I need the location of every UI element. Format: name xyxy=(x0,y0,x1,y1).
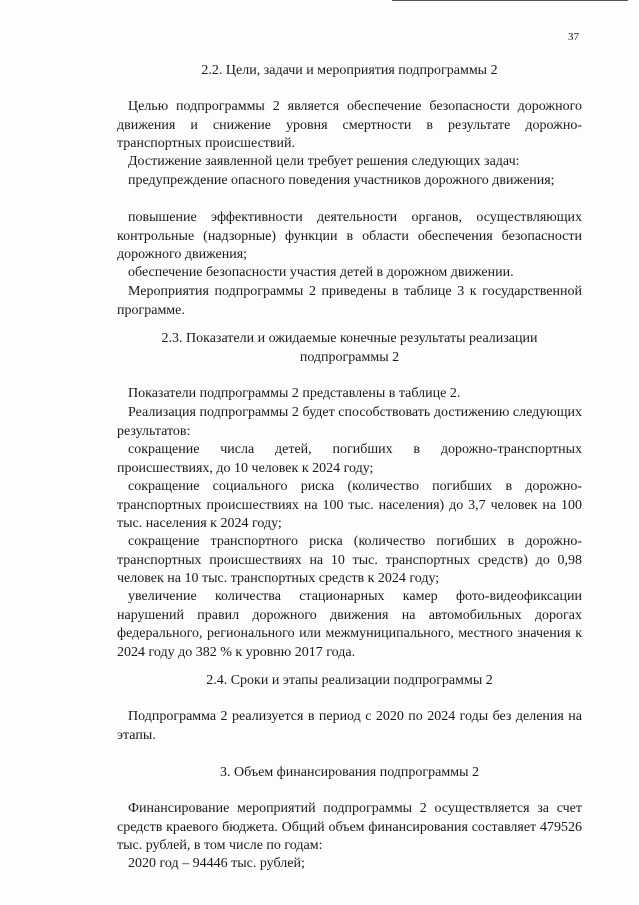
paragraph-task-3: обеспечение безопасности участия детей в дорожном движении. xyxy=(128,265,514,280)
paragraph-results-intro: Реализация подпрограммы 2 будет способствовать достижению следующих результатов: xyxy=(117,405,582,439)
heading-3: 3. Объем финансирования подпрограммы 2 xyxy=(219,765,479,780)
paragraph-result-3: сокращение транспортного риска (количество погибших в дорожно-транспортных происшествиях на 10 тыс. транспортных средств) до 0,98 человек на 10 тыс. транспортных средств к 2024 году; xyxy=(117,534,582,587)
heading-2-3-line-1: 2.3. Показатели и ожидаемые конечные результаты реализации xyxy=(161,331,538,346)
paragraph-timeline: Подпрограмма 2 реализуется в период с 2020 по 2024 годы без деления на этапы. xyxy=(117,709,582,743)
paragraph-task-1: предупреждение опасного поведения участников дорожного движения; xyxy=(128,173,555,188)
page-top-border xyxy=(392,0,628,1)
paragraph-indicators: Показатели подпрограммы 2 представлены в таблице 2. xyxy=(128,386,461,401)
paragraph-measures: Мероприятия подпрограммы 2 приведены в таблице 3 к государственной программе. xyxy=(117,284,582,318)
heading-2-3-line-2: подпрограммы 2 xyxy=(299,350,400,365)
paragraph-tasks-intro: Достижение заявленной цели требует решения следующих задач: xyxy=(128,154,520,169)
paragraph-result-1: сокращение числа детей, погибших в дорожно-транспортных происшествиях, до 10 человек к 2024 году; xyxy=(117,442,582,476)
paragraph-task-2: повышение эффективности деятельности органов, осуществляющих контрольные (надзорные) функции в области обеспечения безопасности дорожного движения; xyxy=(117,210,582,263)
paragraph-goal: Целью подпрограммы 2 является обеспечение безопасности дорожного движения и снижение уровня смертности в результате дорожно-транспортных происшествий. xyxy=(117,99,582,152)
paragraph-result-4: увеличение количества стационарных камер фото-видеофиксации нарушений правил дорожного движения на автомобильных дорогах федерального, регионального или межмуниципального, местного значения к 2024 году до 382 % к уровню 2017 года. xyxy=(117,589,582,660)
paragraph-result-2: сокращение социального риска (количество погибших в дорожно-транспортных происшествиях на 100 тыс. населения) до 3,7 человек на 100 тыс. населения к 2024 году; xyxy=(117,479,582,532)
paragraph-financing: Финансирование мероприятий подпрограммы 2 осуществляется за счет средств краевого бюджета. Общий объем финансирования составляет 479526 тыс. рублей, в том числе по годам: xyxy=(117,801,582,854)
heading-2-2: 2.2. Цели, задачи и мероприятия подпрограммы 2 xyxy=(201,63,498,78)
page-number: 37 xyxy=(568,31,579,43)
paragraph-financing-2020: 2020 год – 94446 тыс. рублей; xyxy=(128,856,305,871)
heading-2-4: 2.4. Сроки и этапы реализации подпрограммы 2 xyxy=(206,673,493,688)
